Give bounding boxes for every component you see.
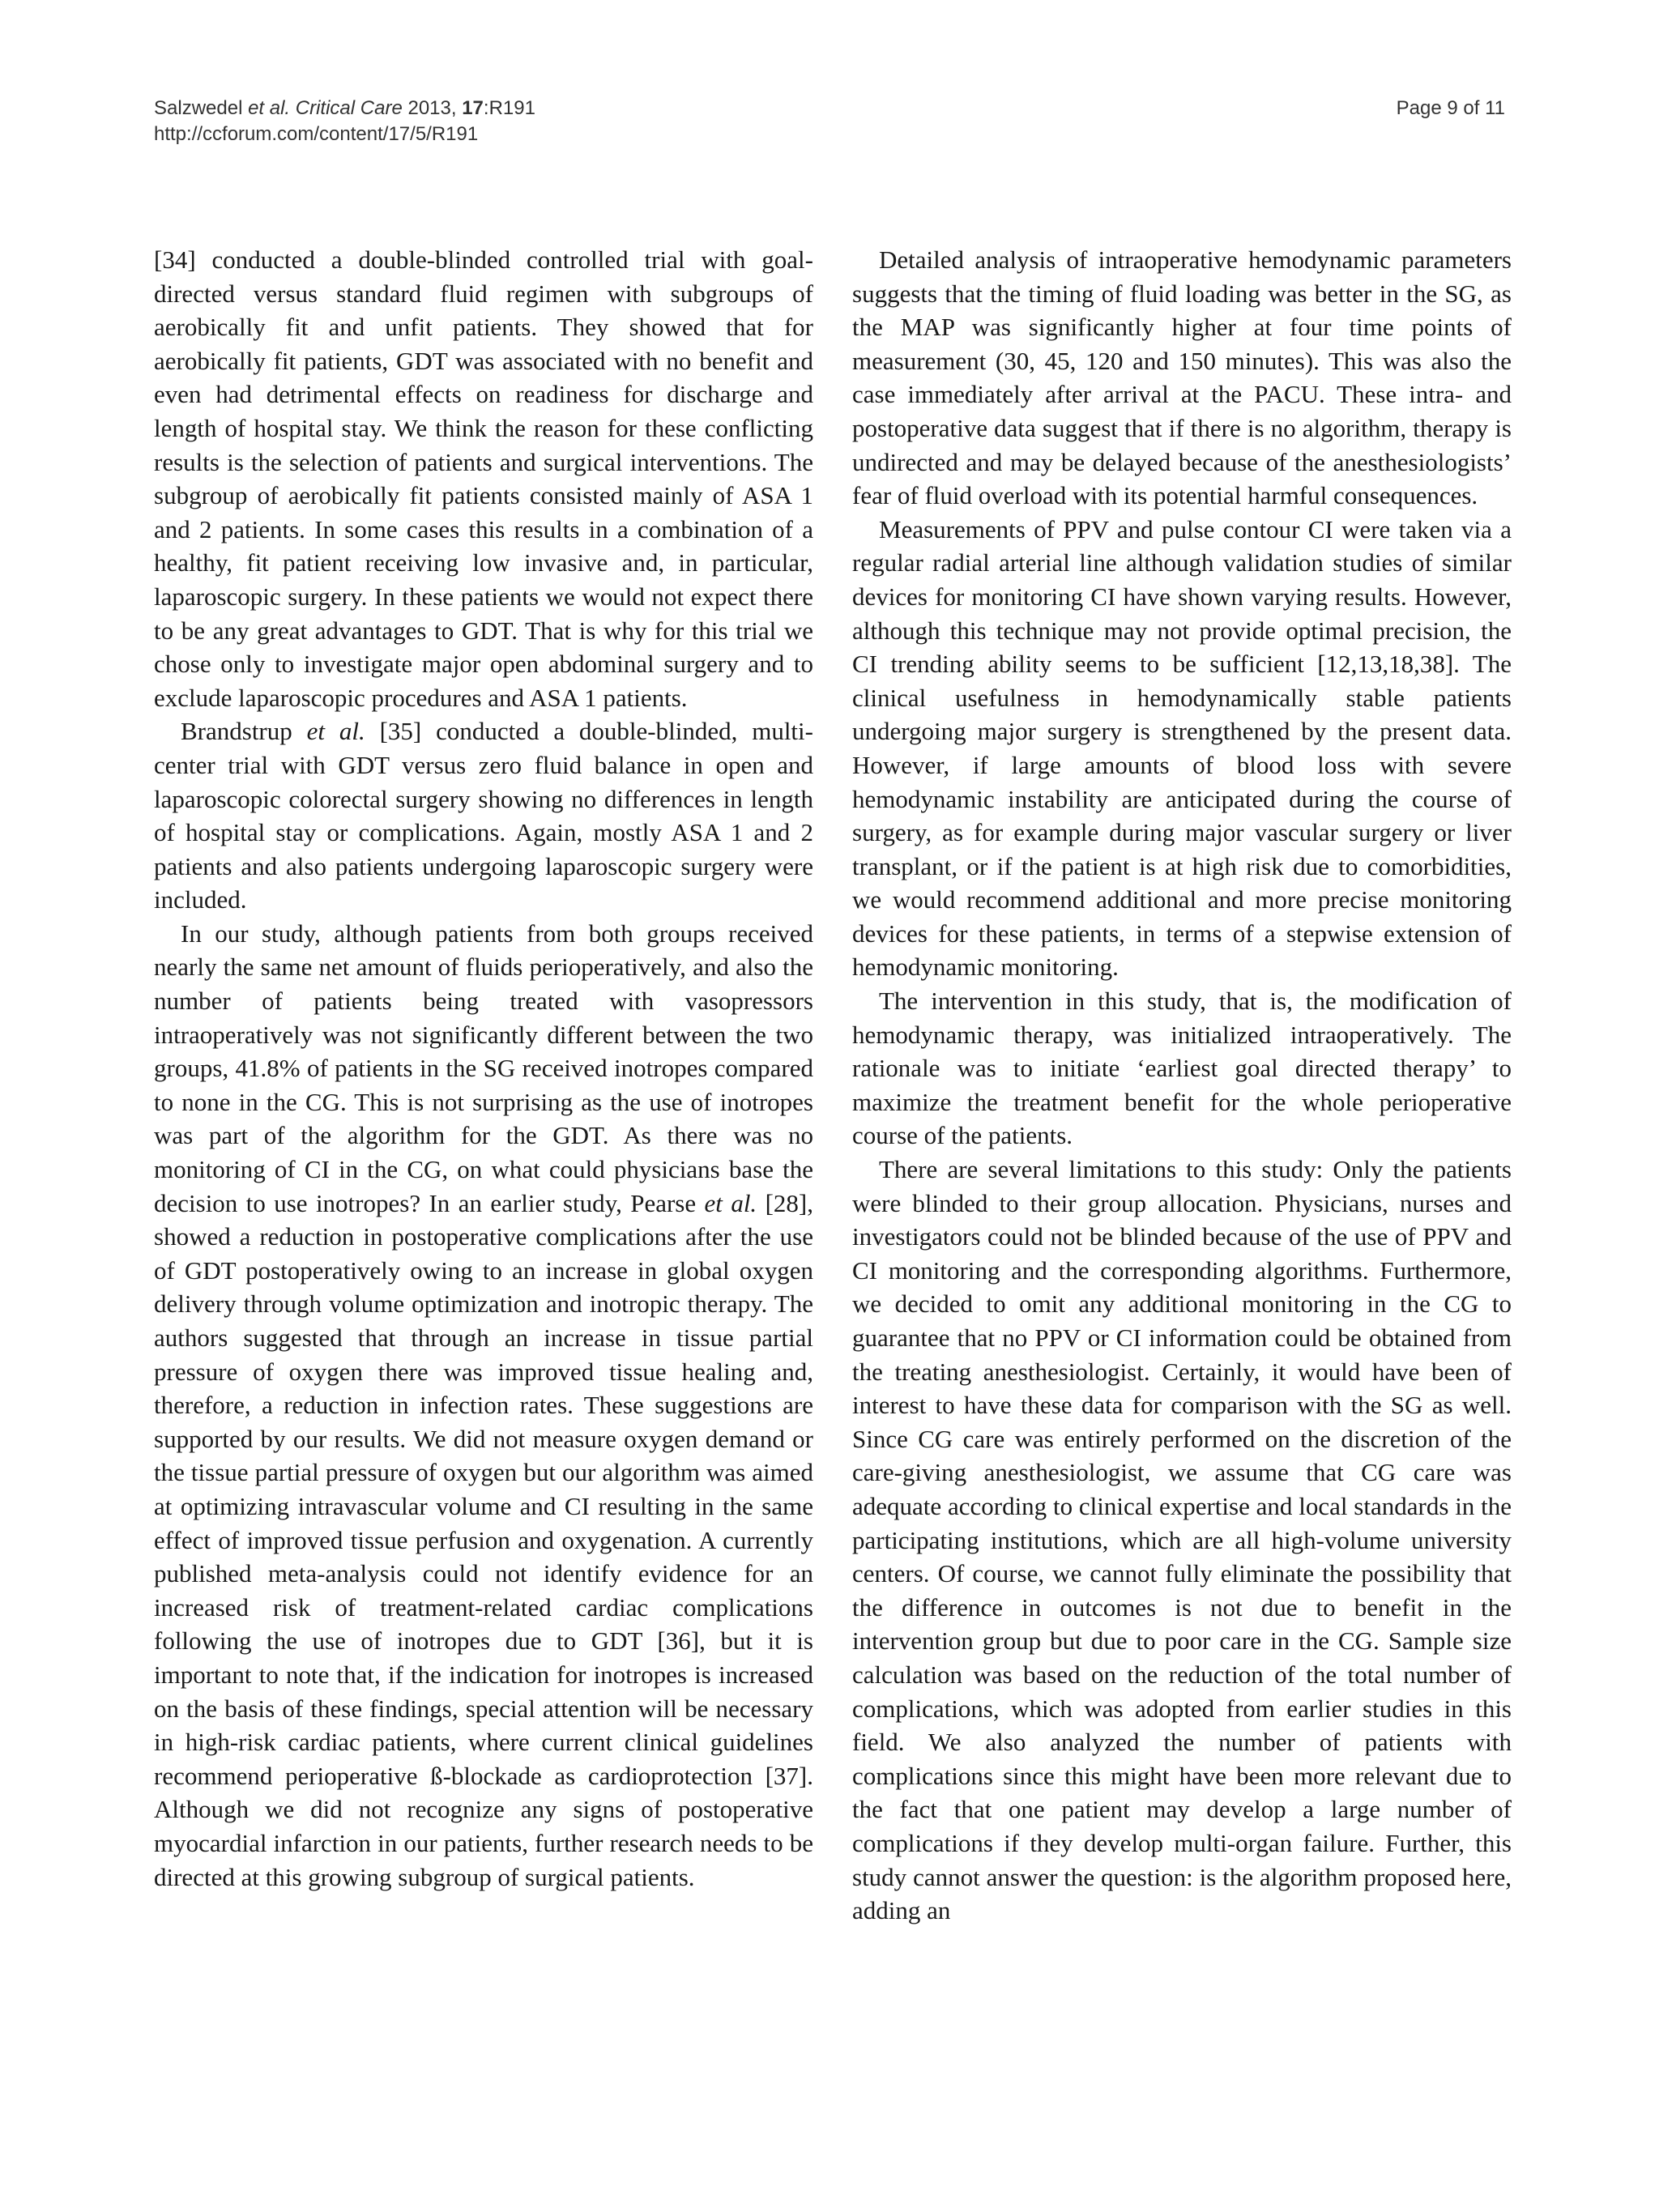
citation-line	[154, 96, 1126, 121]
citation-etal: et al.	[248, 97, 291, 119]
citation-author: Salzwedel	[154, 97, 249, 119]
right-paragraph-4: There are several limitations to this study: Only the patients were blinded to their group allocation. Physicians, nurses and investigators could not be blinded because of the use of PPV and CI monitoring and the corresponding algorithms. Furthermore, we decided to omit any additional monitoring in the CG to guarantee that no PPV or CI information could be obtained from the treating anesthesiologist. Certainly, it would have been of interest to have these data for comparison with the SG as well. Since CG care was entirely performed on the discretion of the care-giving anesthesiologist, we assume that CG care was adequate according to clinical expertise and local standards in the participating institutions, which are all high-volume university centers. Of course, we cannot fully eliminate the possibility that the difference in outcomes is not due to benefit in the intervention group but due to poor care in the CG. Sample size calculation was based on the reduction of the total number of complications, which was adopted from earlier studies in this field. We also analyzed the number of patients with complications since this might have been more relevant due to the fact that one patient may develop a large number of complications if they develop multi-organ failure. Further, this study cannot answer the question: is the algorithm proposed here, adding an	[852, 1155, 1512, 1925]
left-p2-text-a: Brandstrup	[181, 717, 307, 746]
left-p2-text-b: [35] conducted a double-blinded, multi-center trial with GDT versus zero fluid balance in open and laparoscopic colorectal surgery showing no differences in length of hospital stay or complications. Again, mostly ASA 1 and 2 patients and also patients undergoing laparoscopic surgery were included.	[154, 717, 813, 914]
citation-year: 2013,	[402, 97, 463, 119]
citation-article: :R191	[483, 97, 535, 119]
left-p3-etal: et al.	[704, 1188, 757, 1217]
citation-volume: 17	[462, 97, 484, 119]
right-paragraph-2: Measurements of PPV and pulse contour CI were taken via a regular radial arterial line although validation studies of similar devices for monitoring CI have shown varying results. However, although this technique may not provide optimal precision, the CI trending ability seems to be sufficient [12,13,18,38]. The clinical usefulness in hemodynamically stable patients undergoing major surgery is strengthened by the present data. However, if large amounts of blood loss with severe hemodynamic instability are anticipated during the course of surgery, as for example during major vascular surgery or liver transplant, or if the patient is at high risk due to comorbidities, we would recommend additional and more precise monitoring devices for these patients, in terms of a stepwise extension of hemodynamic monitoring.	[852, 514, 1512, 982]
right-paragraph-3: The intervention in this study, that is, the modification of hemodynamic therapy, was initialized intraoperatively. The rationale was to initiate ‘earliest goal directed therapy’ to maximize the treatment benefit for the whole perioperative course of the patients.	[852, 987, 1512, 1150]
right-paragraph-1: Detailed analysis of intraoperative hemodynamic parameters suggests that the timing of fluid loading was better in the SG, as the MAP was significantly higher at four time points of measurement (30, 45, 120 and 150 minutes). This was also the case immediately after arrival at the PACU. These intra- and postoperative data suggest that if there is no algorithm, therapy is undirected and may be delayed because of the anesthesiologists’ fear of fluid overload with its potential harmful consequences.	[852, 245, 1512, 510]
left-p2-etal: et al.	[306, 717, 365, 746]
left-column	[154, 243, 813, 1894]
article-url[interactable]: http://ccforum.com/content/17/5/R191	[154, 123, 479, 145]
citation-journal: Critical Care	[290, 97, 403, 119]
left-paragraph-3	[154, 917, 813, 1894]
left-paragraph-2	[154, 714, 813, 917]
right-column	[852, 243, 1512, 1928]
left-paragraph-1: [34] conducted a double-blinded controlled trial with goal-directed versus standard fluid regimen with subgroups of aerobically fit and unfit patients. They showed that for aerobically fit patients, GDT was associated with no benefit and even had detrimental effects on readiness for discharge and length of hospital stay. We think the reason for these conflicting results is the selection of patients and surgical interventions. The subgroup of aerobically fit patients consisted mainly of ASA 1 and 2 patients. In some cases this results in a combination of a healthy, fit patient receiving low invasive and, in particular, laparoscopic surgery. In these patients we would not expect there to be any great advantages to GDT. That is why for this trial we chose only to investigate major open abdominal surgery and to exclude laparoscopic procedures and ASA 1 patients.	[154, 245, 813, 712]
citation-block	[154, 96, 1126, 147]
left-p3-text-b: [28], showed a reduction in postoperative complications after the use of GDT postoperatively owing to an increase in global oxygen delivery through volume optimization and inotropic therapy. The authors suggested that through an increase in tissue partial pressure of oxygen there was improved tissue healing and, therefore, a reduction in infection rates. These suggestions are supported by our results. We did not measure oxygen demand or the tissue partial pressure of oxygen but our algorithm was aimed at optimizing intravascular volume and CI resulting in the same effect of improved tissue perfusion and oxygenation. A currently published meta-analysis could not identify evidence for an increased risk of treatment-related cardiac complications following the use of inotropes due to GDT [36], but it is important to note that, if the indication for inotropes is increased on the basis of these findings, special attention will be necessary in high-risk cardiac patients, where current clinical guidelines recommend perioperative ß-blockade as cardioprotection [37]. Although we did not recognize any signs of postoperative myocardial infarction in our patients, further research needs to be directed at this growing subgroup of surgical patients.	[154, 1188, 813, 1891]
left-p3-text-a: In our study, although patients from both groups received nearly the same net amount of fluids perioperatively, and also the number of patients being treated with vasopressors intraoperatively was not significantly different between the two groups, 41.8% of patients in the SG received inotropes compared to none in the CG. This is not surprising as the use of inotropes was part of the algorithm for the GDT. As there was no monitoring of CI in the CG, on what could physicians base the decision to use inotropes? In an earlier study, Pearse	[154, 918, 813, 1217]
page-number: Page 9 of 11	[1396, 97, 1505, 119]
